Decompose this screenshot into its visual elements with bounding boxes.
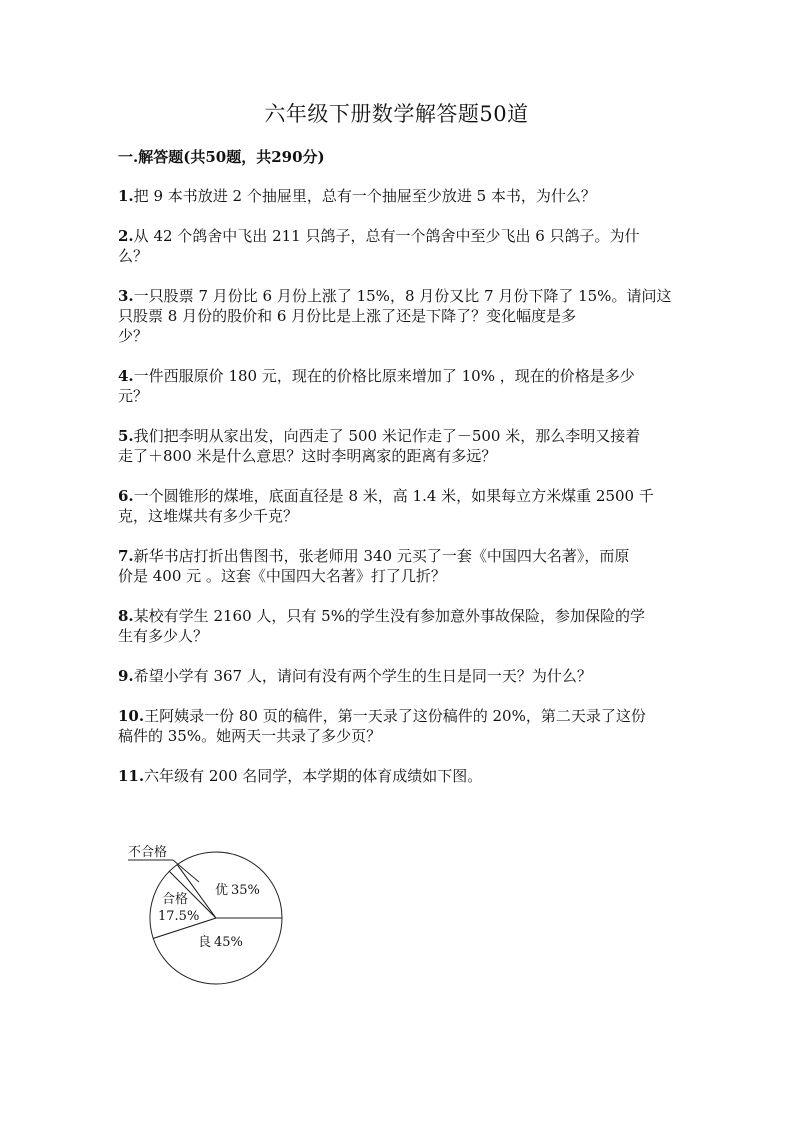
pie-label-pass-value: 17.5% — [158, 909, 200, 924]
pie-label-fail: 不合格 — [128, 845, 168, 860]
pie-slice-value: 45% — [214, 935, 243, 950]
question-text: 六年级有 200 名同学，本学期的体育成绩如下图。 — [144, 767, 483, 785]
question-number: 10. — [118, 707, 145, 725]
question-8 — [118, 606, 678, 646]
pie-slice-name: 优 — [215, 883, 229, 898]
question-number: 2. — [118, 227, 134, 245]
question-number: 8. — [118, 607, 134, 625]
question-number: 6. — [118, 487, 134, 505]
section-heading: 一.解答题(共50题，共290分) — [118, 148, 325, 166]
question-number: 11. — [118, 767, 145, 785]
question-text: 王阿姨录一份 80 页的稿件，第一天录了这份稿件的 20%，第二天录了这份 稿件的 35%。她两天一共录了多少页？ — [118, 707, 646, 745]
question-11 — [118, 766, 678, 786]
question-3 — [118, 286, 678, 346]
question-text: 新华书店打折出售图书，张老师用 340 元买了一套《中国四大名著》，而原 价是 400 元 。这套《中国四大名著》打了几折？ — [118, 547, 630, 585]
question-text: 希望小学有 367 人，请问有没有两个学生的生日是同一天？为什么？ — [133, 667, 592, 685]
pie-slice-value: 35% — [231, 883, 260, 898]
question-7 — [118, 546, 678, 586]
question-text: 我们把李明从家出发，向西走了 500 米记作走了－500 米，那么李明又接着 走了＋800 米是什么意思？这时李明离家的距离有多远？ — [118, 427, 641, 465]
question-text: 把 9 本书放进 2 个抽屉里，总有一个抽屉至少放进 5 本书，为什么？ — [133, 187, 596, 205]
question-text: 一个圆锥形的煤堆，底面直径是 8 米，高 1.4 米，如果每立方米煤重 2500 千 克，这堆煤共有多少千克？ — [118, 487, 654, 525]
pie-label-excellent — [215, 882, 260, 898]
question-1 — [118, 186, 678, 206]
question-9 — [118, 666, 678, 686]
page-title: 六年级下册数学解答题50道 — [264, 102, 529, 126]
question-text: 一件西服原价 180 元，现在的价格比原来增加了 10% ，现在的价格是多少 元？ — [118, 367, 635, 405]
question-number: 5. — [118, 427, 134, 445]
question-number: 4. — [118, 367, 134, 385]
question-5 — [118, 426, 678, 466]
question-text: 从 42 个鸽舍中飞出 211 只鸽子，总有一个鸽舍中至少飞出 6 只鸽子。为什 么？ — [118, 227, 640, 265]
question-text: 一只股票 7 月份比 6 月份上涨了 15%，8 月份又比 7 月份下降了 15%。请问这 只股票 8 月份的股价和 6 月份比是上涨了还是下降了？变化幅度是多 少？ — [118, 287, 672, 345]
question-number: 9. — [118, 667, 134, 685]
question-number: 3. — [118, 287, 134, 305]
question-6 — [118, 486, 678, 526]
question-text: 某校有学生 2160 人，只有 5%的学生没有参加意外事故保险，参加保险的学 生有多少人？ — [118, 607, 645, 645]
question-number: 1. — [118, 187, 134, 205]
question-10 — [118, 706, 678, 746]
pie-label-good — [198, 935, 243, 950]
pie-slice-name: 良 — [198, 935, 212, 950]
pie-label-pass: 合格 — [162, 892, 189, 907]
question-number: 7. — [118, 547, 134, 565]
question-2 — [118, 226, 678, 266]
grades-pie-chart — [118, 838, 298, 988]
question-4 — [118, 366, 678, 406]
